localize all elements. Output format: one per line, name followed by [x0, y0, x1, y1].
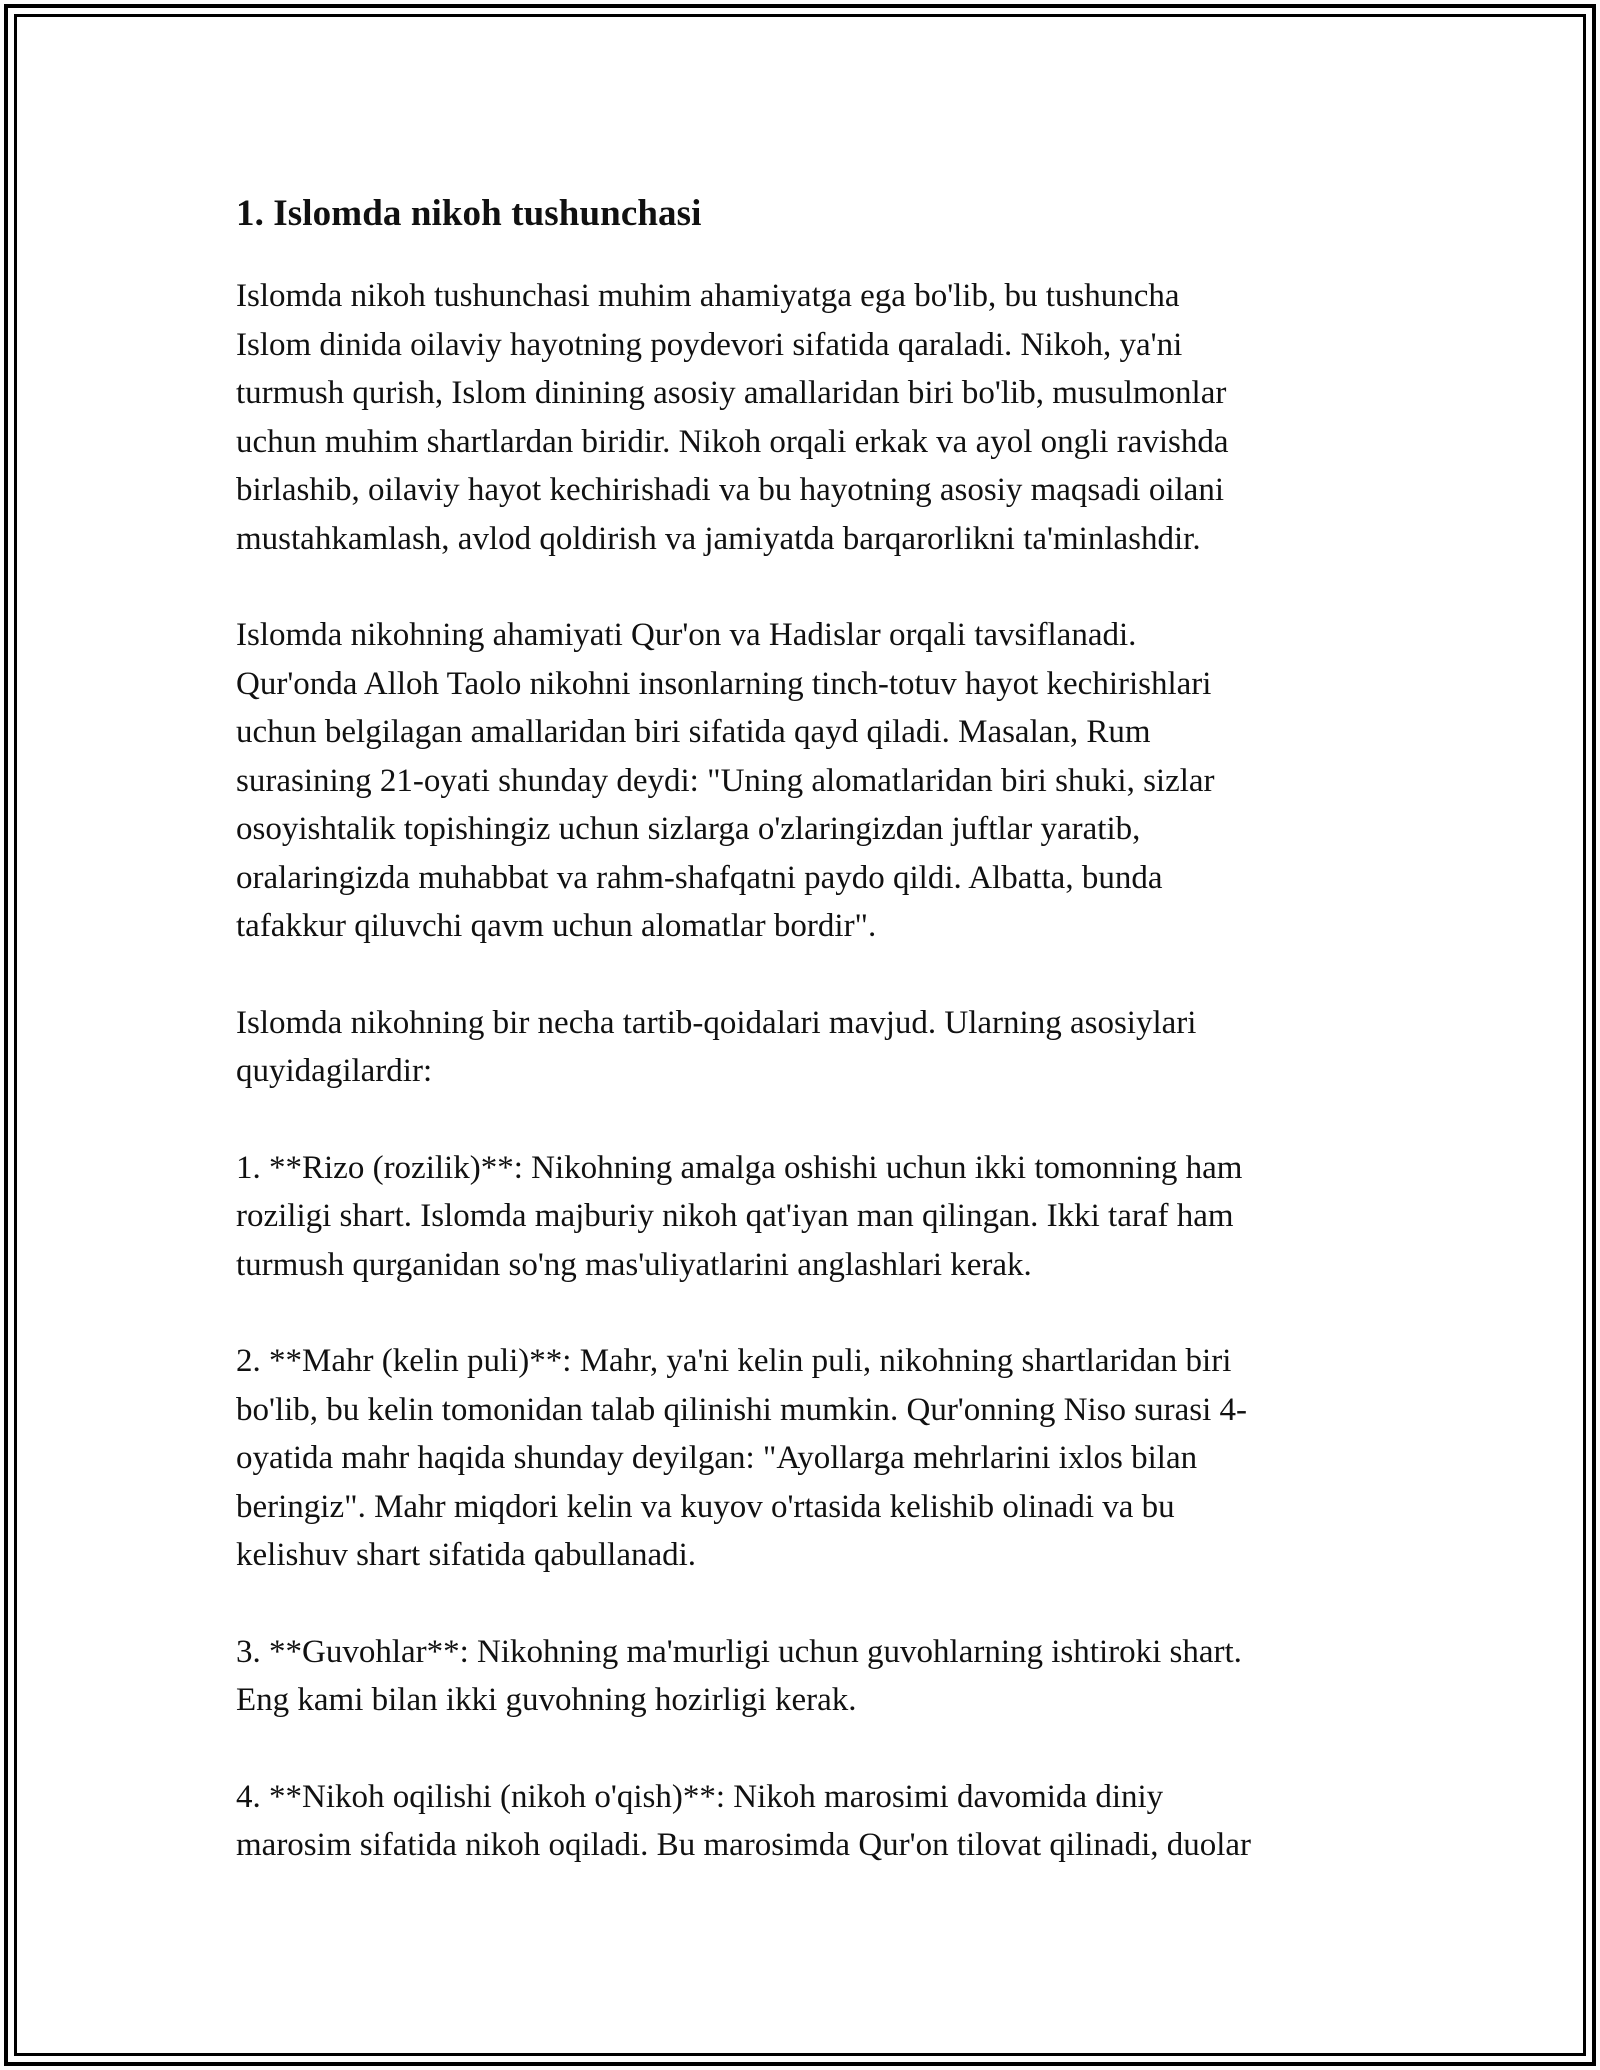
paragraph-rules-intro: Islomda nikohning bir necha tartib-qoidalari mavjud. Ularning asosiylari quyidagilardir: [236, 1004, 1197, 1089]
list-item-nikoh-oqilishi: 4. **Nikoh oqilishi (nikoh o'qish)**: Nikoh marosimi davomida diniy marosim sifatida nikoh oqiladi. Bu marosimda Qur'on tilovat qilinadi, duolar [236, 1778, 1252, 1863]
paragraph-quran-hadith: Islomda nikohning ahamiyati Qur'on va Hadislar orqali tavsiflanadi. Qur'onda Alloh Taolo nikohni insonlarning tinch-totuv hayot kechirishlari uchun belgilagan amallaridan biri sifatida qayd qiladi. Masalan, Rum surasining 21-oyati shunday deydi: "Uning alomatlaridan biri shuki, sizlar osoyishtalik topishingiz uchun sizlarga o'zlaringizdan juftlar yaratib, oralaringizda muhabbat va rahm-shafqatni paydo qildi. Albatta, bunda tafakkur qiluvchi qavm uchun alomatlar bordir". [236, 617, 1215, 944]
section-heading: 1. Islomda nikoh tushunchasi [236, 193, 702, 234]
list-item-rizo: 1. **Rizo (rozilik)**: Nikohning amalga oshishi uchun ikki tomonning ham roziligi shart. Islomda majburiy nikoh qat'iyan man qilingan. Ikki taraf ham turmush qurganidan so'ng mas'uliyatlarini anglashlari kerak. [236, 1149, 1243, 1283]
list-item-mahr: 2. **Mahr (kelin puli)**: Mahr, ya'ni kelin puli, nikohning shartlaridan biri bo'lib, bu kelin tomonidan talab qilinishi mumkin. Qur'onning Niso surasi 4- oyatida mahr haqida shunday deyilgan: "Ayollarga mehrlarini ixlos bilan beringiz". Mahr miqdori kelin va kuyov o'rtasida kelishib olinadi va bu kelishuv shart sifatida qabullanadi. [236, 1343, 1247, 1573]
paragraph-intro: Islomda nikoh tushunchasi muhim ahamiyatga ega bo'lib, bu tushuncha Islom dinida oilaviy hayotning poydevori sifatida qaraladi. Nikoh, ya'ni turmush qurish, Islom dinining asosiy amallaridan biri bo'lib, musulmonlar uchun muhim shartlardan biridir. Nikoh orqali erkak va ayol ongli ravishda birlashib, oilaviy hayot kechirishadi va bu hayotning asosiy maqsadi oilani mustahkamlash, avlod qoldirish va jamiyatda barqarorlikni ta'minlashdir. [236, 278, 1229, 557]
list-item-guvohlar: 3. **Guvohlar**: Nikohning ma'murligi uchun guvohlarning ishtiroki shart. Eng kami bilan ikki guvohning hozirligi kerak. [236, 1633, 1242, 1718]
document-body [236, 186, 1376, 1918]
